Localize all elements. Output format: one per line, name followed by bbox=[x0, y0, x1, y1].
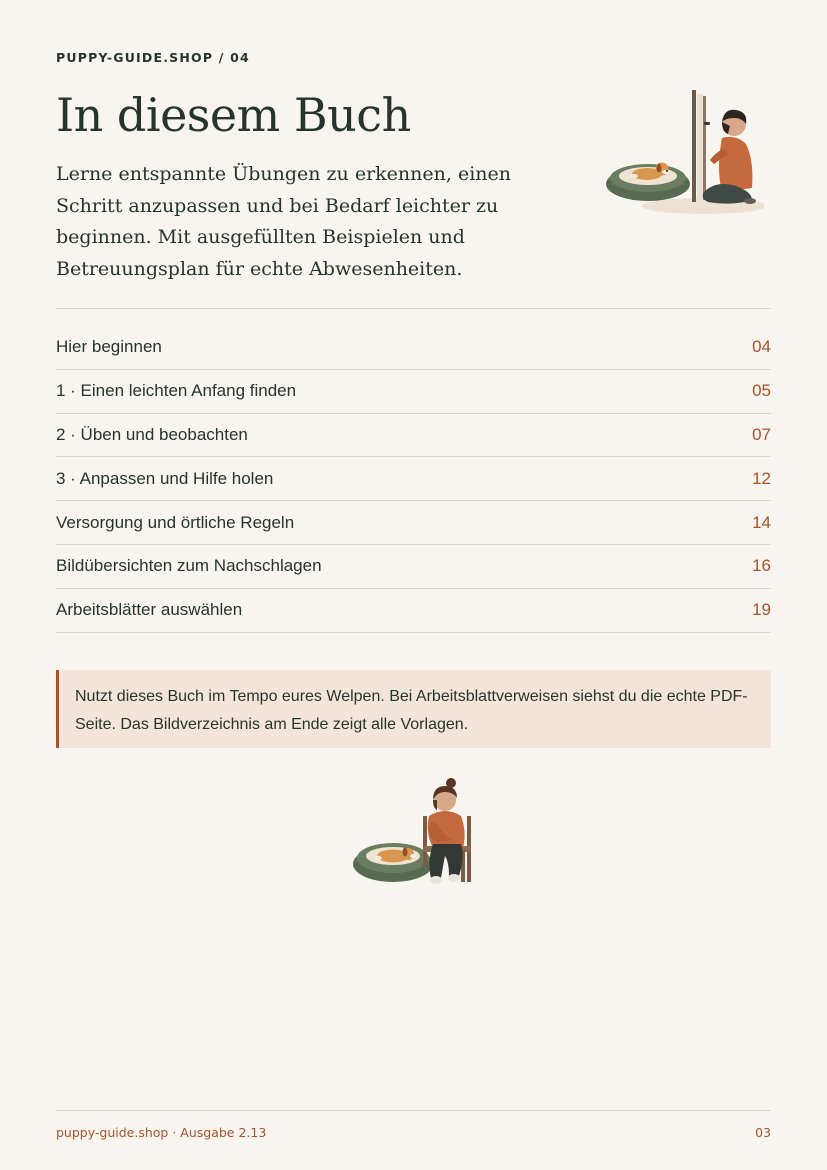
toc-item-leichter-anfang[interactable] bbox=[56, 370, 771, 414]
toc-item-bilduebersichten[interactable] bbox=[56, 545, 771, 589]
page-title: In diesem Buch bbox=[56, 88, 411, 142]
person-by-door-with-puppy-illustration bbox=[604, 88, 764, 220]
toc-item-page: 16 bbox=[752, 556, 771, 576]
toc-item-label: Bildübersichten zum Nachschlagen bbox=[56, 556, 322, 576]
toc-item-label: 1 · Einen leichten Anfang finden bbox=[56, 381, 297, 401]
footer-text: puppy-guide.shop · Ausgabe 2.13 bbox=[56, 1125, 267, 1140]
toc-item-page: 04 bbox=[752, 337, 771, 357]
toc-item-anpassen-hilfe[interactable] bbox=[56, 457, 771, 501]
toc-item-page: 05 bbox=[752, 381, 771, 401]
person-on-chair-with-puppy-illustration bbox=[353, 776, 481, 890]
toc-item-label: 3 · Anpassen und Hilfe holen bbox=[56, 468, 274, 488]
toc-item-page: 12 bbox=[752, 468, 771, 488]
table-of-contents bbox=[56, 326, 771, 633]
toc-item-page: 07 bbox=[752, 424, 771, 444]
toc-item-page: 14 bbox=[752, 512, 771, 532]
toc-item-hier-beginnen[interactable] bbox=[56, 326, 771, 370]
toc-item-arbeitsblaetter[interactable] bbox=[56, 589, 771, 633]
toc-item-ueben-beobachten[interactable] bbox=[56, 414, 771, 458]
page bbox=[56, 0, 771, 1170]
toc-item-page: 19 bbox=[752, 600, 771, 620]
note-box: Nutzt dieses Buch im Tempo eures Welpen. Bei Arbeitsblattverweisen siehst du die echte PDF-Seite. Das Bildverzeichnis am Ende zeigt alle Vorlagen. bbox=[56, 670, 771, 748]
divider bbox=[56, 308, 771, 309]
footer-divider bbox=[56, 1110, 771, 1111]
toc-item-versorgung-regeln[interactable] bbox=[56, 501, 771, 545]
page-number: 03 bbox=[755, 1125, 771, 1140]
toc-item-label: 2 · Üben und beobachten bbox=[56, 424, 248, 444]
intro-paragraph: Lerne entspannte Übungen zu erkennen, einen Schritt anzupassen und bei Bedarf leichter zu beginnen. Mit ausgefüllten Beispielen und Betreuungsplan für echte Abwesenheiten. bbox=[56, 163, 511, 280]
toc-item-label: Hier beginnen bbox=[56, 337, 162, 357]
eyebrow: PUPPY-GUIDE.SHOP / 04 bbox=[56, 50, 250, 65]
toc-item-label: Arbeitsblätter auswählen bbox=[56, 600, 243, 620]
toc-item-label: Versorgung und örtliche Regeln bbox=[56, 512, 295, 532]
